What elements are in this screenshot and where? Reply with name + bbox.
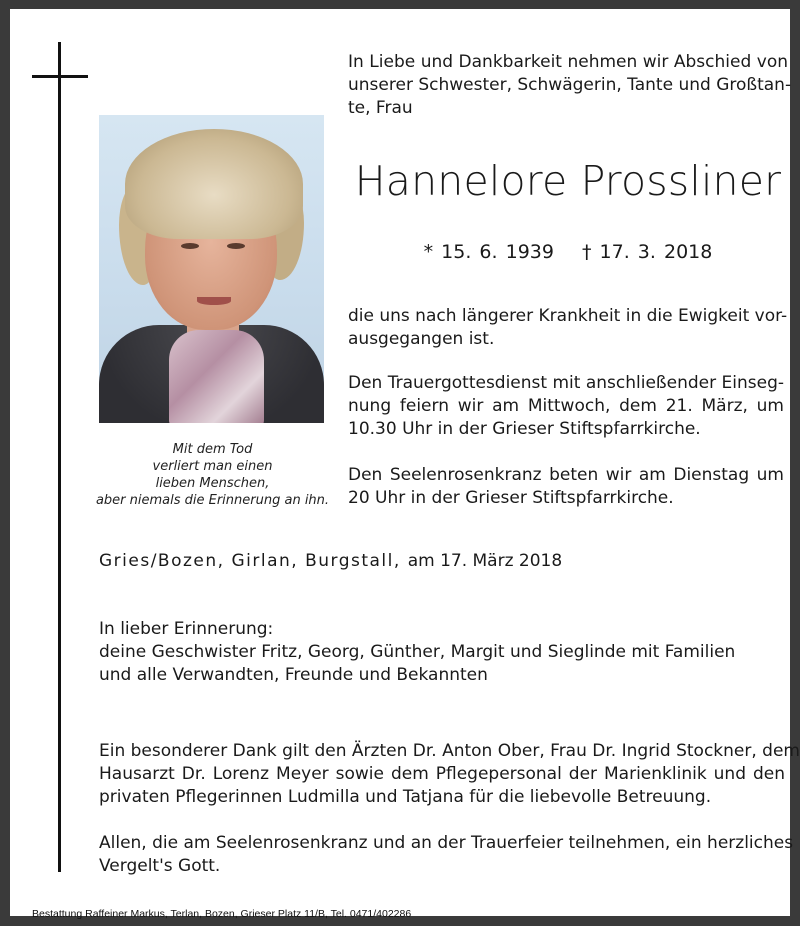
intro-line: te, Frau — [348, 98, 413, 118]
birth-date: * 15. 6. 1939 — [423, 241, 554, 263]
funeral-home-footer: Bestattung Raffeiner Markus, Terlan, Bozen, Grieser Platz 11/B, Tel. 0471/402286 — [32, 908, 412, 920]
quote-line: aber niemals die Erinnerung an ihn. — [95, 493, 330, 508]
paragraph-rosary — [348, 464, 784, 510]
quote-line: lieben Menschen, — [155, 476, 270, 491]
place-and-date — [99, 551, 739, 571]
paragraph-line: Den Seelenrosenkranz beten wir am Dienstag um — [348, 465, 784, 485]
memory-section — [99, 618, 759, 687]
memory-heading: In lieber Erinnerung: — [99, 619, 274, 639]
place-locations: Gries/Bozen, Girlan, Burgstall, — [99, 551, 401, 571]
cross-icon-horizontal — [32, 75, 88, 78]
paragraph-line: 10.30 Uhr in der Grieser Stiftspfarrkirche. — [348, 419, 701, 439]
intro-text — [348, 51, 792, 120]
quote-line: verliert man einen — [152, 459, 273, 474]
paragraph-line: die uns nach längerer Krankheit in die Ewigkeit vor- — [348, 306, 788, 326]
memory-line: und alle Verwandten, Freunde und Bekannten — [99, 665, 488, 685]
photo-hair — [125, 129, 303, 239]
life-dates — [348, 241, 788, 263]
quote-line: Mit dem Tod — [172, 442, 253, 457]
deceased-name: Hannelore Prossliner — [354, 157, 782, 205]
gratitude-section — [99, 832, 794, 878]
paragraph-line: nung feiern wir am Mittwoch, dem 21. März, um — [348, 396, 784, 416]
place-date: am 17. März 2018 — [407, 551, 563, 571]
photo-eye-left — [181, 243, 199, 249]
gratitude-line: Allen, die am Seelenrosenkranz und an der Trauerfeier teilnehmen, ein herzliches — [99, 833, 794, 853]
paragraph-line: ausgegangen ist. — [348, 329, 495, 349]
paragraph-funeral-service — [348, 372, 784, 441]
memorial-quote — [70, 441, 355, 509]
gratitude-line: Vergelt's Gott. — [99, 856, 221, 876]
paragraph-passing — [348, 305, 788, 351]
portrait-photo — [99, 115, 324, 423]
intro-line: In Liebe und Dankbarkeit nehmen wir Abschied von — [348, 52, 788, 72]
photo-eye-right — [227, 243, 245, 249]
cross-icon-vertical — [58, 42, 61, 872]
thanks-line: Ein besonderer Dank gilt den Ärzten Dr. Anton Ober, Frau Dr. Ingrid Stockner, dem — [99, 741, 800, 761]
photo-scarf — [169, 330, 264, 423]
thanks-section — [99, 740, 800, 809]
thanks-line: privaten Pflegerinnen Ludmilla und Tatjana für die liebevolle Betreuung. — [99, 787, 712, 807]
paragraph-line: Den Trauergottesdienst mit anschließender Einseg- — [348, 373, 784, 393]
death-date: † 17. 3. 2018 — [582, 241, 713, 263]
memory-line: deine Geschwister Fritz, Georg, Günther, Margit und Sieglinde mit Familien — [99, 642, 736, 662]
intro-line: unserer Schwester, Schwägerin, Tante und Großtan- — [348, 75, 792, 95]
thanks-line: Hausarzt Dr. Lorenz Meyer sowie dem Pflegepersonal der Marienklinik und den — [99, 764, 785, 784]
photo-mouth — [197, 297, 231, 305]
paragraph-line: 20 Uhr in der Grieser Stiftspfarrkirche. — [348, 488, 674, 508]
